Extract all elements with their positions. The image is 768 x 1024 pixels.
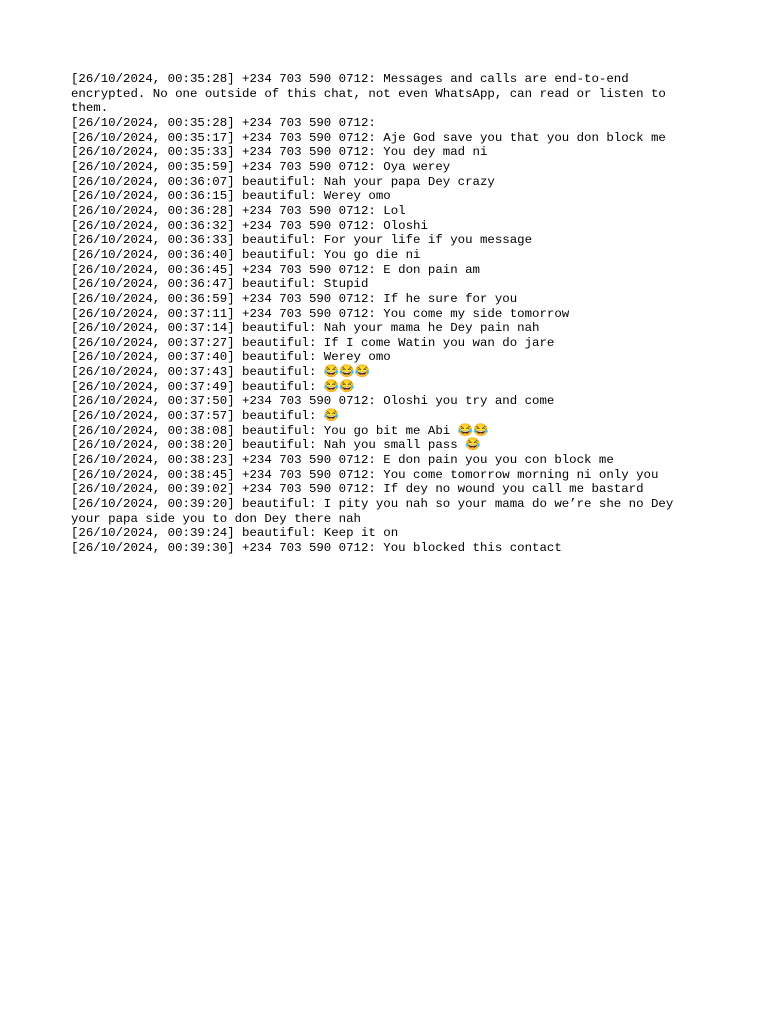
- message-line: [26/10/2024, 00:37:43] beautiful: 😂😂😂: [71, 365, 371, 380]
- message-line: [26/10/2024, 00:37:50] +234 703 590 0712: Oloshi you try and come: [71, 394, 555, 409]
- message-line: [26/10/2024, 00:35:17] +234 703 590 0712: Aje God save you that you don block me: [71, 130, 666, 145]
- message-line: [26/10/2024, 00:37:27] beautiful: If I come Watin you wan do jare: [71, 335, 555, 350]
- message-line: [26/10/2024, 00:36:15] beautiful: Werey omo: [71, 189, 391, 204]
- message-line: [26/10/2024, 00:35:33] +234 703 590 0712: You dey mad ni: [71, 145, 488, 160]
- message-line: [26/10/2024, 00:37:14] beautiful: Nah your mama he Dey pain nah: [71, 321, 540, 336]
- message-line: [26/10/2024, 00:38:45] +234 703 590 0712: You come tomorrow morning ni only you: [71, 467, 659, 482]
- message-line: [26/10/2024, 00:36:32] +234 703 590 0712: Oloshi: [71, 218, 428, 233]
- message-line: [26/10/2024, 00:36:45] +234 703 590 0712: E don pain am: [71, 262, 480, 277]
- message-line: [26/10/2024, 00:37:40] beautiful: Werey omo: [71, 350, 391, 365]
- message-line: [26/10/2024, 00:36:07] beautiful: Nah your papa Dey crazy: [71, 174, 495, 189]
- message-line: [26/10/2024, 00:36:28] +234 703 590 0712: Lol: [71, 203, 406, 218]
- message-line: [26/10/2024, 00:39:30] +234 703 590 0712: You blocked this contact: [71, 541, 562, 555]
- message-line: [26/10/2024, 00:39:02] +234 703 590 0712: If dey no wound you call me bastard: [71, 482, 644, 497]
- message-line: [26/10/2024, 00:36:59] +234 703 590 0712: If he sure for you: [71, 291, 518, 306]
- message-line: [26/10/2024, 00:39:20] beautiful: I pity you nah so your mama do we’re she no Dey your papa side you to don Dey there nah: [71, 497, 681, 526]
- chat-transcript: [71, 72, 697, 556]
- message-line: [26/10/2024, 00:37:49] beautiful: 😂😂: [71, 379, 355, 394]
- message-line: [26/10/2024, 00:38:23] +234 703 590 0712: E don pain you you con block me: [71, 453, 614, 468]
- message-line: [26/10/2024, 00:36:40] beautiful: You go die ni: [71, 247, 421, 262]
- message-line: [26/10/2024, 00:37:11] +234 703 590 0712: You come my side tomorrow: [71, 306, 570, 321]
- message-line: [26/10/2024, 00:35:28] +234 703 590 0712:: [71, 115, 384, 130]
- message-line: [26/10/2024, 00:39:24] beautiful: Keep it on: [71, 526, 399, 541]
- message-line: [26/10/2024, 00:35:59] +234 703 590 0712: Oya werey: [71, 159, 451, 174]
- message-line: [26/10/2024, 00:36:47] beautiful: Stupid: [71, 277, 369, 292]
- message-line: [26/10/2024, 00:35:28] +234 703 590 0712: Messages and calls are end-to-end encrypted. No one outside of this chat, not even WhatsApp, can read or listen to them.: [71, 72, 674, 116]
- message-line: [26/10/2024, 00:37:57] beautiful: 😂: [71, 409, 340, 424]
- message-line: [26/10/2024, 00:36:33] beautiful: For your life if you message: [71, 233, 533, 248]
- message-line: [26/10/2024, 00:38:08] beautiful: You go bit me Abi 😂😂: [71, 423, 489, 438]
- message-line: [26/10/2024, 00:38:20] beautiful: Nah you small pass 😂: [71, 438, 481, 453]
